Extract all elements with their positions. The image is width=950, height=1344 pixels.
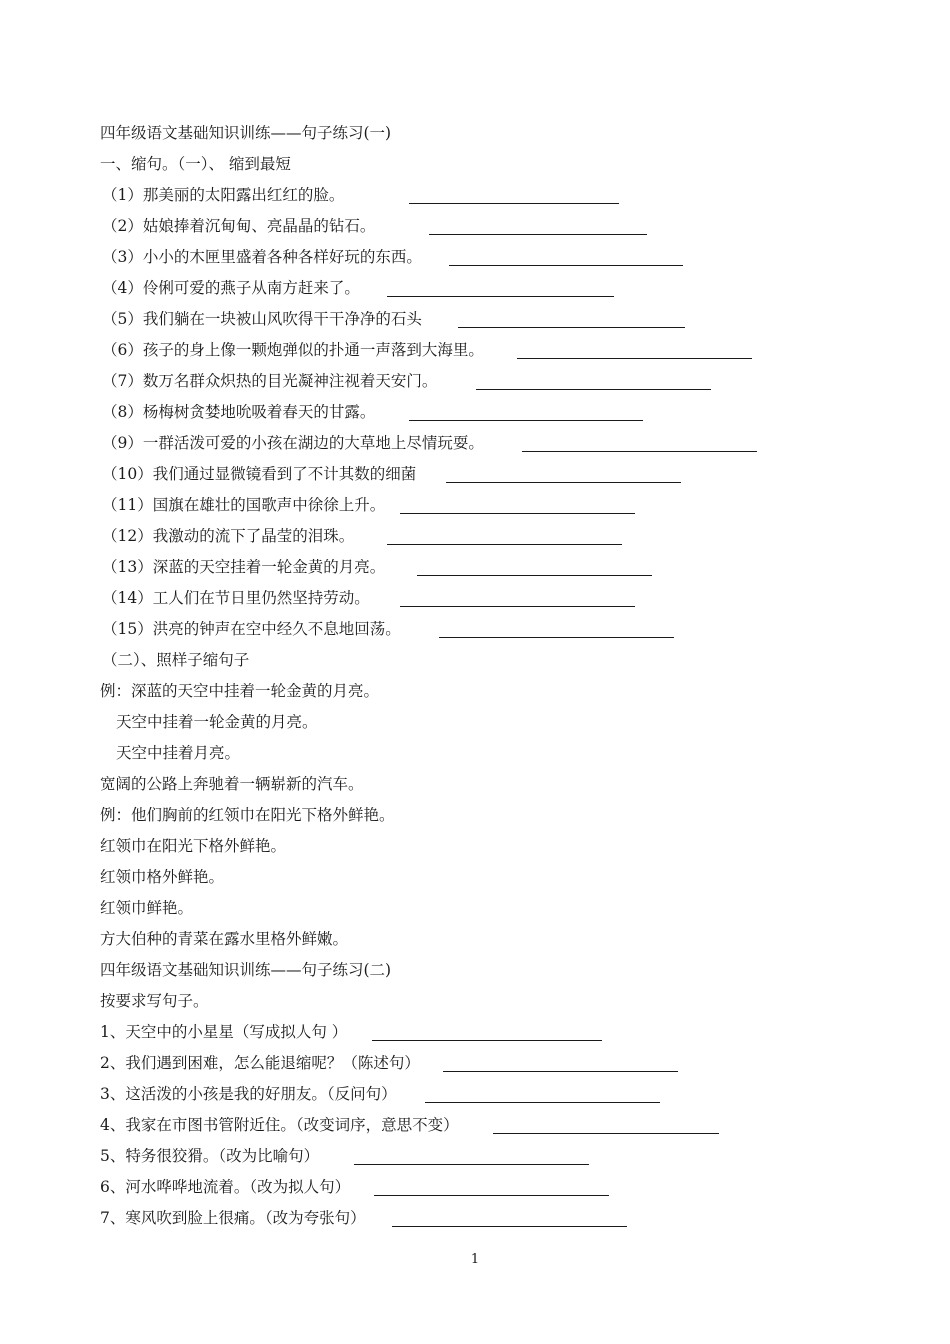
section-heading-rewrite: 按要求写句子。 [100, 992, 209, 1010]
example-line: 红领巾在阳光下格外鲜艳。 [100, 837, 287, 855]
answer-blank[interactable] [374, 1194, 609, 1196]
answer-blank[interactable] [443, 1070, 678, 1072]
page-number: 1 [470, 1252, 480, 1267]
exercise-item: （3）小小的木匣里盛着各种各样好玩的东西。 [100, 242, 880, 273]
exercise-item: （2）姑娘捧着沉甸甸、亮晶晶的钻石。 [100, 211, 880, 242]
example-line: 红领巾鲜艳。 [100, 899, 194, 917]
answer-blank[interactable] [429, 233, 647, 235]
answer-blank[interactable] [425, 1101, 660, 1103]
answer-blank[interactable] [517, 357, 752, 359]
exercise-item: 2、我们遇到困难，怎么能退缩呢？（陈述句） [100, 1048, 880, 1079]
answer-blank[interactable] [400, 512, 635, 514]
exercise-item: （12）我激动的流下了晶莹的泪珠。 [100, 521, 880, 552]
exercise-item: （9）一群活泼可爱的小孩在湖边的大草地上尽情玩耍。 [100, 428, 880, 459]
answer-blank[interactable] [392, 1225, 627, 1227]
example-line: 红领巾格外鲜艳。 [100, 868, 225, 886]
answer-blank[interactable] [439, 636, 674, 638]
answer-blank[interactable] [417, 574, 652, 576]
exercise-item: （1）那美丽的太阳露出红红的脸。 [100, 180, 880, 211]
example-line: 天空中挂着一轮金黄的月亮。 [116, 713, 318, 731]
answer-blank[interactable] [409, 202, 619, 204]
exercise-item: 4、我家在市图书管附近住。（改变词序，意思不变） [100, 1110, 880, 1141]
answer-blank[interactable] [387, 295, 614, 297]
answer-blank[interactable] [400, 605, 635, 607]
answer-blank[interactable] [354, 1163, 589, 1165]
answer-blank[interactable] [409, 419, 643, 421]
example-line: 天空中挂着月亮。 [116, 744, 241, 762]
example-line: 宽阔的公路上奔驰着一辆崭新的汽车。 [100, 775, 364, 793]
exercise-item: （4）伶俐可爱的燕子从南方赶来了。 [100, 273, 880, 304]
exercise-item: （5）我们躺在一块被山风吹得干干净净的石头 [100, 304, 880, 335]
answer-blank[interactable] [449, 264, 683, 266]
exercise-item: 1、天空中的小星星（写成拟人句 ） [100, 1017, 880, 1048]
exercise-item: 3、这活泼的小孩是我的好朋友。（反问句） [100, 1079, 880, 1110]
section-heading-shorten: 一、缩句。（一）、 缩到最短 [100, 155, 291, 173]
example-line: 例：深蓝的天空中挂着一轮金黄的月亮。 [100, 682, 380, 700]
section-heading-example: （二）、照样子缩句子 [102, 651, 250, 669]
exercise-item: 6、河水哗哗地流着。（改为拟人句） [100, 1172, 880, 1203]
exercise-item: （11）国旗在雄壮的国歌声中徐徐上升。 [100, 490, 880, 521]
answer-blank[interactable] [458, 326, 685, 328]
worksheet-content [100, 118, 880, 1234]
exercise-item: 5、特务很狡猾。（改为比喻句） [100, 1141, 880, 1172]
example-line: 例：他们胸前的红领巾在阳光下格外鲜艳。 [100, 806, 395, 824]
worksheet-title-1: 四年级语文基础知识训练——句子练习(一) [100, 124, 392, 142]
exercise-item: （7）数万名群众炽热的目光凝神注视着天安门。 [100, 366, 880, 397]
exercise-item: （8）杨梅树贪婪地吮吸着春天的甘露。 [100, 397, 880, 428]
exercise-item: （10）我们通过显微镜看到了不计其数的细菌 [100, 459, 880, 490]
worksheet-title-2: 四年级语文基础知识训练——句子练习(二) [100, 961, 392, 979]
exercise-item: 7、寒风吹到脸上很痛。（改为夸张句） [100, 1203, 880, 1234]
example-line: 方大伯种的青菜在露水里格外鲜嫩。 [100, 930, 349, 948]
answer-blank[interactable] [476, 388, 711, 390]
exercise-item: （6）孩子的身上像一颗炮弹似的扑通一声落到大海里。 [100, 335, 880, 366]
exercise-item: （14）工人们在节日里仍然坚持劳动。 [100, 583, 880, 614]
exercise-item: （15）洪亮的钟声在空中经久不息地回荡。 [100, 614, 880, 645]
answer-blank[interactable] [387, 543, 622, 545]
answer-blank[interactable] [372, 1039, 602, 1041]
answer-blank[interactable] [522, 450, 757, 452]
answer-blank[interactable] [446, 481, 681, 483]
exercise-item: （13）深蓝的天空挂着一轮金黄的月亮。 [100, 552, 880, 583]
answer-blank[interactable] [493, 1132, 719, 1134]
